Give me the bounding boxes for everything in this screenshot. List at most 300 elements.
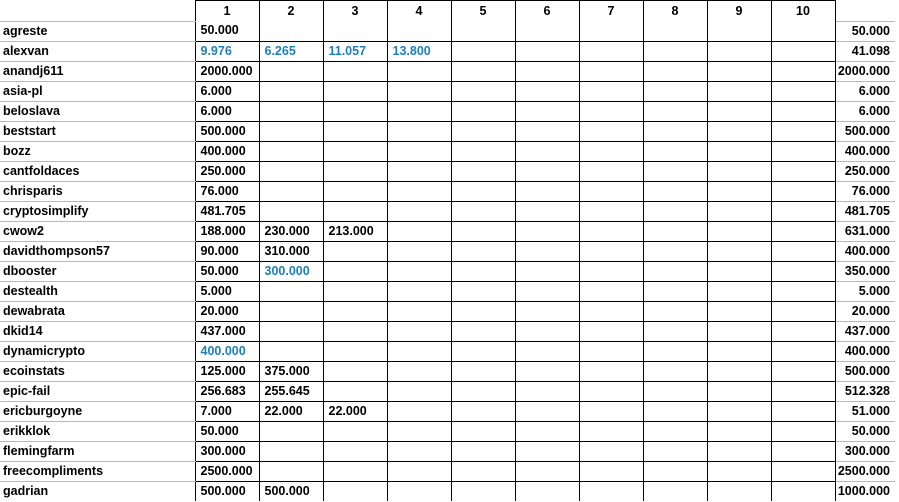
row-total-cell[interactable]: 76.000 [835,181,895,201]
value-cell-col-1[interactable]: 2500.000 [195,461,259,481]
value-cell-col-8[interactable] [643,181,707,201]
column-header-3[interactable]: 3 [323,1,387,22]
value-cell-col-6[interactable] [515,441,579,461]
value-cell-col-10[interactable] [771,61,835,81]
value-cell-col-9[interactable] [707,321,771,341]
value-cell-col-3[interactable] [323,461,387,481]
value-cell-col-10[interactable] [771,401,835,421]
value-cell-col-5[interactable] [451,121,515,141]
value-cell-col-9[interactable] [707,421,771,441]
value-cell-col-1[interactable]: 125.000 [195,361,259,381]
value-cell-col-7[interactable] [579,361,643,381]
value-cell-col-10[interactable] [771,41,835,61]
value-cell-col-4[interactable] [387,341,451,361]
value-cell-col-4[interactable] [387,481,451,501]
row-total-cell[interactable]: 41.098 [835,41,895,61]
value-cell-col-6[interactable] [515,141,579,161]
value-cell-col-10[interactable] [771,161,835,181]
row-name-cell[interactable]: alexvan [0,41,195,61]
value-cell-col-8[interactable] [643,61,707,81]
value-cell-col-2[interactable] [259,161,323,181]
value-cell-col-7[interactable] [579,121,643,141]
value-cell-col-4[interactable] [387,61,451,81]
row-total-cell[interactable]: 400.000 [835,241,895,261]
value-cell-col-8[interactable] [643,41,707,61]
value-cell-col-2[interactable] [259,101,323,121]
row-name-cell[interactable]: dbooster [0,261,195,281]
value-cell-col-8[interactable] [643,161,707,181]
value-cell-col-9[interactable] [707,101,771,121]
value-cell-col-5[interactable] [451,361,515,381]
value-cell-col-8[interactable] [643,221,707,241]
row-name-cell[interactable]: dynamicrypto [0,341,195,361]
value-cell-col-3[interactable] [323,481,387,501]
value-cell-col-9[interactable] [707,261,771,281]
row-total-cell[interactable]: 400.000 [835,341,895,361]
header-total-cell[interactable] [835,1,895,22]
value-cell-col-9[interactable] [707,341,771,361]
value-cell-col-6[interactable] [515,341,579,361]
value-cell-col-3[interactable] [323,61,387,81]
value-cell-col-9[interactable] [707,401,771,421]
value-cell-col-4[interactable] [387,21,451,41]
value-cell-col-9[interactable] [707,181,771,201]
row-total-cell[interactable]: 2500.000 [835,461,895,481]
value-cell-col-3[interactable] [323,341,387,361]
value-cell-col-1[interactable]: 5.000 [195,281,259,301]
value-cell-col-4[interactable] [387,181,451,201]
value-cell-col-8[interactable] [643,361,707,381]
value-cell-col-5[interactable] [451,341,515,361]
value-cell-col-3[interactable] [323,441,387,461]
value-cell-col-10[interactable] [771,141,835,161]
value-cell-col-7[interactable] [579,21,643,41]
row-name-cell[interactable]: beloslava [0,101,195,121]
value-cell-col-10[interactable] [771,361,835,381]
value-cell-col-2[interactable] [259,201,323,221]
value-cell-col-2[interactable] [259,301,323,321]
row-total-cell[interactable]: 5.000 [835,281,895,301]
value-cell-col-5[interactable] [451,101,515,121]
value-cell-col-10[interactable] [771,121,835,141]
value-cell-col-5[interactable] [451,201,515,221]
value-cell-col-6[interactable] [515,321,579,341]
value-cell-col-5[interactable] [451,21,515,41]
value-cell-col-8[interactable] [643,281,707,301]
value-cell-col-8[interactable] [643,121,707,141]
value-cell-col-2[interactable] [259,181,323,201]
value-cell-col-6[interactable] [515,41,579,61]
value-cell-col-2[interactable] [259,341,323,361]
value-cell-col-1[interactable]: 2000.000 [195,61,259,81]
value-cell-col-5[interactable] [451,481,515,501]
value-cell-col-1[interactable]: 437.000 [195,321,259,341]
column-header-4[interactable]: 4 [387,1,451,22]
row-name-cell[interactable]: davidthompson57 [0,241,195,261]
row-total-cell[interactable]: 2000.000 [835,61,895,81]
column-header-1[interactable]: 1 [195,1,259,22]
value-cell-col-9[interactable] [707,121,771,141]
value-cell-col-7[interactable] [579,181,643,201]
value-cell-col-3[interactable] [323,321,387,341]
value-cell-col-6[interactable] [515,461,579,481]
value-cell-col-5[interactable] [451,61,515,81]
value-cell-col-5[interactable] [451,41,515,61]
row-name-cell[interactable]: ecoinstats [0,361,195,381]
column-header-9[interactable]: 9 [707,1,771,22]
value-cell-col-6[interactable] [515,101,579,121]
row-name-cell[interactable]: cwow2 [0,221,195,241]
value-cell-col-7[interactable] [579,321,643,341]
value-cell-col-2[interactable]: 6.265 [259,41,323,61]
value-cell-col-7[interactable] [579,221,643,241]
value-cell-col-1[interactable]: 9.976 [195,41,259,61]
value-cell-col-8[interactable] [643,101,707,121]
row-name-cell[interactable]: bozz [0,141,195,161]
value-cell-col-2[interactable] [259,321,323,341]
row-total-cell[interactable]: 350.000 [835,261,895,281]
value-cell-col-4[interactable] [387,441,451,461]
value-cell-col-5[interactable] [451,461,515,481]
value-cell-col-8[interactable] [643,481,707,501]
row-name-cell[interactable]: gadrian [0,481,195,501]
value-cell-col-1[interactable]: 50.000 [195,261,259,281]
value-cell-col-4[interactable] [387,161,451,181]
value-cell-col-9[interactable] [707,81,771,101]
row-name-cell[interactable]: flemingfarm [0,441,195,461]
value-cell-col-7[interactable] [579,421,643,441]
value-cell-col-2[interactable]: 375.000 [259,361,323,381]
value-cell-col-2[interactable]: 22.000 [259,401,323,421]
value-cell-col-6[interactable] [515,221,579,241]
value-cell-col-1[interactable]: 400.000 [195,141,259,161]
value-cell-col-9[interactable] [707,41,771,61]
row-total-cell[interactable]: 1000.000 [835,481,895,501]
value-cell-col-6[interactable] [515,481,579,501]
row-name-cell[interactable]: cryptosimplify [0,201,195,221]
value-cell-col-5[interactable] [451,221,515,241]
value-cell-col-7[interactable] [579,281,643,301]
value-cell-col-7[interactable] [579,81,643,101]
value-cell-col-7[interactable] [579,141,643,161]
value-cell-col-5[interactable] [451,381,515,401]
value-cell-col-5[interactable] [451,321,515,341]
row-name-cell[interactable]: beststart [0,121,195,141]
value-cell-col-6[interactable] [515,241,579,261]
value-cell-col-5[interactable] [451,281,515,301]
value-cell-col-3[interactable]: 213.000 [323,221,387,241]
value-cell-col-9[interactable] [707,381,771,401]
value-cell-col-7[interactable] [579,401,643,421]
row-name-cell[interactable]: chrisparis [0,181,195,201]
value-cell-col-4[interactable] [387,321,451,341]
value-cell-col-9[interactable] [707,161,771,181]
value-cell-col-6[interactable] [515,281,579,301]
value-cell-col-9[interactable] [707,281,771,301]
value-cell-col-10[interactable] [771,321,835,341]
value-cell-col-5[interactable] [451,81,515,101]
value-cell-col-10[interactable] [771,341,835,361]
value-cell-col-2[interactable] [259,141,323,161]
value-cell-col-5[interactable] [451,261,515,281]
value-cell-col-3[interactable] [323,161,387,181]
row-total-cell[interactable]: 250.000 [835,161,895,181]
value-cell-col-9[interactable] [707,141,771,161]
value-cell-col-3[interactable] [323,381,387,401]
value-cell-col-6[interactable] [515,261,579,281]
value-cell-col-4[interactable] [387,81,451,101]
value-cell-col-10[interactable] [771,421,835,441]
value-cell-col-6[interactable] [515,361,579,381]
value-cell-col-10[interactable] [771,101,835,121]
row-total-cell[interactable]: 50.000 [835,21,895,41]
value-cell-col-9[interactable] [707,61,771,81]
value-cell-col-10[interactable] [771,81,835,101]
value-cell-col-10[interactable] [771,381,835,401]
value-cell-col-1[interactable]: 20.000 [195,301,259,321]
row-total-cell[interactable]: 20.000 [835,301,895,321]
value-cell-col-10[interactable] [771,221,835,241]
value-cell-col-10[interactable] [771,281,835,301]
row-name-cell[interactable]: freecompliments [0,461,195,481]
value-cell-col-2[interactable] [259,461,323,481]
value-cell-col-6[interactable] [515,121,579,141]
value-cell-col-9[interactable] [707,241,771,261]
value-cell-col-7[interactable] [579,241,643,261]
value-cell-col-3[interactable] [323,361,387,381]
value-cell-col-8[interactable] [643,241,707,261]
value-cell-col-4[interactable] [387,301,451,321]
value-cell-col-4[interactable] [387,361,451,381]
value-cell-col-2[interactable] [259,61,323,81]
row-name-cell[interactable]: agreste [0,21,195,41]
row-name-cell[interactable]: erikklok [0,421,195,441]
row-total-cell[interactable]: 481.705 [835,201,895,221]
value-cell-col-3[interactable] [323,281,387,301]
value-cell-col-1[interactable]: 500.000 [195,481,259,501]
value-cell-col-3[interactable] [323,181,387,201]
value-cell-col-8[interactable] [643,381,707,401]
column-header-5[interactable]: 5 [451,1,515,22]
value-cell-col-7[interactable] [579,201,643,221]
value-cell-col-6[interactable] [515,201,579,221]
row-total-cell[interactable]: 6.000 [835,101,895,121]
value-cell-col-4[interactable] [387,461,451,481]
value-cell-col-7[interactable] [579,341,643,361]
value-cell-col-9[interactable] [707,301,771,321]
column-header-8[interactable]: 8 [643,1,707,22]
value-cell-col-8[interactable] [643,301,707,321]
value-cell-col-2[interactable] [259,441,323,461]
value-cell-col-1[interactable]: 6.000 [195,81,259,101]
column-header-2[interactable]: 2 [259,1,323,22]
value-cell-col-9[interactable] [707,461,771,481]
header-name-cell[interactable] [0,1,195,22]
row-total-cell[interactable]: 631.000 [835,221,895,241]
value-cell-col-1[interactable]: 50.000 [195,421,259,441]
value-cell-col-1[interactable]: 250.000 [195,161,259,181]
row-name-cell[interactable]: dkid14 [0,321,195,341]
row-name-cell[interactable]: destealth [0,281,195,301]
value-cell-col-3[interactable] [323,201,387,221]
row-name-cell[interactable]: ericburgoyne [0,401,195,421]
row-total-cell[interactable]: 500.000 [835,361,895,381]
value-cell-col-9[interactable] [707,201,771,221]
value-cell-col-2[interactable]: 230.000 [259,221,323,241]
row-total-cell[interactable]: 50.000 [835,421,895,441]
row-total-cell[interactable]: 51.000 [835,401,895,421]
row-total-cell[interactable]: 500.000 [835,121,895,141]
value-cell-col-4[interactable] [387,261,451,281]
value-cell-col-8[interactable] [643,201,707,221]
value-cell-col-10[interactable] [771,481,835,501]
value-cell-col-1[interactable]: 90.000 [195,241,259,261]
value-cell-col-9[interactable] [707,441,771,461]
value-cell-col-6[interactable] [515,401,579,421]
value-cell-col-1[interactable]: 400.000 [195,341,259,361]
value-cell-col-1[interactable]: 7.000 [195,401,259,421]
value-cell-col-7[interactable] [579,61,643,81]
value-cell-col-4[interactable] [387,221,451,241]
value-cell-col-3[interactable] [323,261,387,281]
row-total-cell[interactable]: 6.000 [835,81,895,101]
value-cell-col-4[interactable] [387,401,451,421]
value-cell-col-10[interactable] [771,181,835,201]
value-cell-col-3[interactable] [323,81,387,101]
value-cell-col-8[interactable] [643,441,707,461]
value-cell-col-5[interactable] [451,301,515,321]
value-cell-col-10[interactable] [771,441,835,461]
value-cell-col-7[interactable] [579,461,643,481]
value-cell-col-1[interactable]: 50.000 [195,21,259,41]
value-cell-col-7[interactable] [579,381,643,401]
row-name-cell[interactable]: anandj611 [0,61,195,81]
column-header-6[interactable]: 6 [515,1,579,22]
value-cell-col-2[interactable] [259,281,323,301]
value-cell-col-4[interactable] [387,101,451,121]
value-cell-col-8[interactable] [643,81,707,101]
value-cell-col-5[interactable] [451,161,515,181]
value-cell-col-8[interactable] [643,321,707,341]
value-cell-col-9[interactable] [707,21,771,41]
row-name-cell[interactable]: epic-fail [0,381,195,401]
value-cell-col-7[interactable] [579,41,643,61]
value-cell-col-5[interactable] [451,441,515,461]
value-cell-col-5[interactable] [451,421,515,441]
value-cell-col-2[interactable] [259,421,323,441]
value-cell-col-6[interactable] [515,381,579,401]
value-cell-col-4[interactable] [387,121,451,141]
row-name-cell[interactable]: cantfoldaces [0,161,195,181]
value-cell-col-7[interactable] [579,481,643,501]
row-total-cell[interactable]: 300.000 [835,441,895,461]
value-cell-col-9[interactable] [707,481,771,501]
value-cell-col-3[interactable] [323,101,387,121]
value-cell-col-4[interactable]: 13.800 [387,41,451,61]
value-cell-col-6[interactable] [515,161,579,181]
value-cell-col-2[interactable]: 500.000 [259,481,323,501]
value-cell-col-10[interactable] [771,201,835,221]
value-cell-col-1[interactable]: 76.000 [195,181,259,201]
value-cell-col-1[interactable]: 6.000 [195,101,259,121]
value-cell-col-1[interactable]: 256.683 [195,381,259,401]
value-cell-col-8[interactable] [643,401,707,421]
row-total-cell[interactable]: 437.000 [835,321,895,341]
value-cell-col-7[interactable] [579,261,643,281]
value-cell-col-2[interactable] [259,121,323,141]
value-cell-col-9[interactable] [707,361,771,381]
value-cell-col-3[interactable] [323,301,387,321]
value-cell-col-6[interactable] [515,301,579,321]
value-cell-col-4[interactable] [387,421,451,441]
value-cell-col-9[interactable] [707,221,771,241]
value-cell-col-2[interactable]: 255.645 [259,381,323,401]
value-cell-col-4[interactable] [387,201,451,221]
value-cell-col-3[interactable] [323,121,387,141]
value-cell-col-8[interactable] [643,141,707,161]
value-cell-col-10[interactable] [771,21,835,41]
value-cell-col-7[interactable] [579,101,643,121]
row-name-cell[interactable]: dewabrata [0,301,195,321]
value-cell-col-6[interactable] [515,81,579,101]
value-cell-col-3[interactable] [323,21,387,41]
value-cell-col-4[interactable] [387,241,451,261]
value-cell-col-2[interactable] [259,81,323,101]
value-cell-col-1[interactable]: 481.705 [195,201,259,221]
value-cell-col-1[interactable]: 188.000 [195,221,259,241]
value-cell-col-5[interactable] [451,141,515,161]
value-cell-col-2[interactable]: 310.000 [259,241,323,261]
value-cell-col-7[interactable] [579,301,643,321]
value-cell-col-3[interactable] [323,421,387,441]
column-header-10[interactable]: 10 [771,1,835,22]
value-cell-col-5[interactable] [451,401,515,421]
value-cell-col-1[interactable]: 300.000 [195,441,259,461]
value-cell-col-3[interactable] [323,141,387,161]
value-cell-col-10[interactable] [771,241,835,261]
value-cell-col-5[interactable] [451,181,515,201]
value-cell-col-3[interactable]: 11.057 [323,41,387,61]
row-total-cell[interactable]: 400.000 [835,141,895,161]
value-cell-col-6[interactable] [515,21,579,41]
value-cell-col-8[interactable] [643,421,707,441]
value-cell-col-8[interactable] [643,341,707,361]
value-cell-col-4[interactable] [387,381,451,401]
value-cell-col-10[interactable] [771,461,835,481]
value-cell-col-8[interactable] [643,261,707,281]
value-cell-col-6[interactable] [515,181,579,201]
value-cell-col-8[interactable] [643,461,707,481]
value-cell-col-3[interactable] [323,241,387,261]
value-cell-col-8[interactable] [643,21,707,41]
column-header-7[interactable]: 7 [579,1,643,22]
value-cell-col-1[interactable]: 500.000 [195,121,259,141]
value-cell-col-6[interactable] [515,61,579,81]
value-cell-col-2[interactable]: 300.000 [259,261,323,281]
value-cell-col-4[interactable] [387,141,451,161]
value-cell-col-3[interactable]: 22.000 [323,401,387,421]
value-cell-col-10[interactable] [771,261,835,281]
row-total-cell[interactable]: 512.328 [835,381,895,401]
value-cell-col-7[interactable] [579,161,643,181]
value-cell-col-5[interactable] [451,241,515,261]
value-cell-col-10[interactable] [771,301,835,321]
value-cell-col-2[interactable] [259,21,323,41]
value-cell-col-6[interactable] [515,421,579,441]
row-name-cell[interactable]: asia-pl [0,81,195,101]
value-cell-col-7[interactable] [579,441,643,461]
value-cell-col-4[interactable] [387,281,451,301]
